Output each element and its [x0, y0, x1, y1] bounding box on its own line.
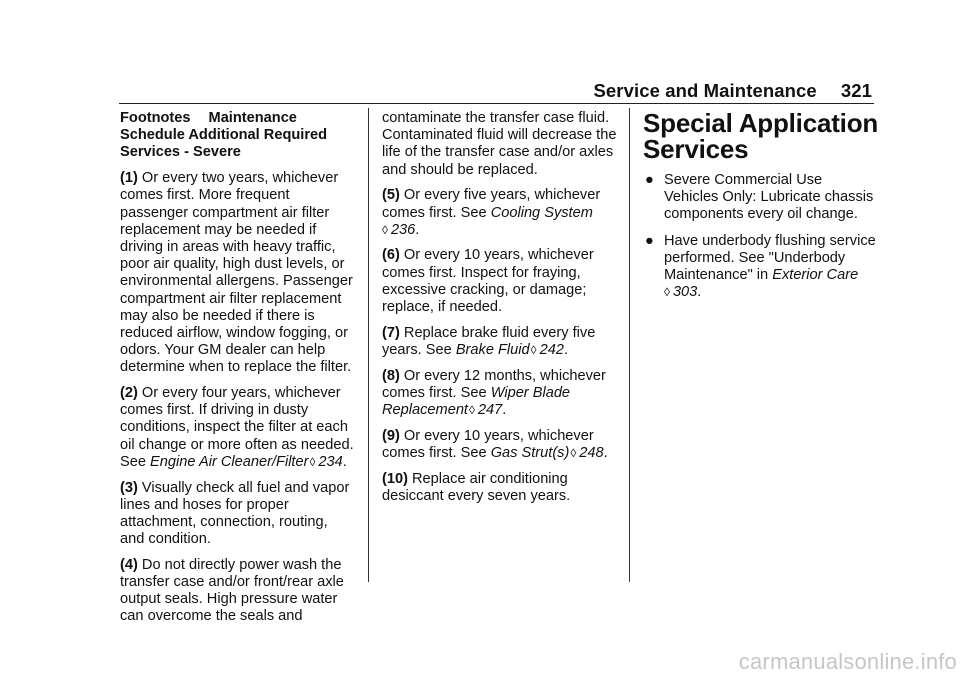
- footnote-5: [382, 187, 618, 239]
- page-reference-icon: ◊: [530, 342, 537, 357]
- punctuation: .: [603, 444, 608, 461]
- punctuation: .: [697, 284, 702, 301]
- list-item-text: Severe Commercial Use Vehicles Only: Lubricate chassis components every oil change.: [664, 172, 874, 223]
- page-reference-icon: ◊: [570, 445, 577, 460]
- bullet-icon: ●: [645, 232, 654, 249]
- cross-reference-link[interactable]: Brake Fluid: [455, 341, 530, 358]
- list-item: [643, 233, 879, 302]
- punctuation: .: [342, 453, 347, 470]
- footnote-text: Or every 12 months, whichever comes first. See: [382, 367, 606, 401]
- footnote-6: [382, 247, 618, 316]
- footnote-number: (1): [120, 170, 138, 187]
- footnote-text: Or every four years, whichever comes first. If driving in dusty conditions, inspect the filter at each oil change or more often as needed. See: [120, 385, 354, 470]
- footnote-number: (6): [382, 247, 400, 264]
- footnote-text: contaminate the transfer case fluid. Contaminated fluid will decrease the life of the transfer case and/or axles and should be replaced.: [382, 110, 617, 178]
- footnote-4-continued: [382, 110, 618, 179]
- footnote-text: Or every 10 years, whichever comes first. See: [382, 427, 594, 461]
- punctuation: .: [415, 221, 420, 238]
- footnote-1: [120, 170, 356, 376]
- footnote-7: [382, 325, 618, 359]
- list-item: [643, 172, 879, 224]
- footnote-8: [382, 368, 618, 420]
- footnote-number: (8): [382, 367, 400, 384]
- page-reference-icon: ◊: [382, 222, 388, 237]
- page-reference[interactable]: 247: [477, 402, 503, 419]
- footnote-number: (10): [382, 470, 408, 487]
- footnote-number: (5): [382, 187, 400, 204]
- watermark: carmanualsonline.info: [738, 649, 957, 674]
- section-heading: Special Application Services: [643, 108, 879, 164]
- footnote-text: Replace air conditioning desiccant every seven years.: [382, 470, 571, 504]
- page-header: [593, 80, 872, 102]
- footnote-text: Or every two years, whichever comes first. More frequent passenger compartment air filter replacement may be needed if driving in areas with heavy traffic, poor air quality, high dust levels, or environmental allergens. Passenger compartment air filter replacement may also be needed if there is reduced airflow, window fogging, or odors. Your GM dealer can help determine when to replace the filter.: [120, 170, 353, 376]
- footnote-text: Replace brake fluid every five years. See: [382, 324, 596, 358]
- list-item-text: Have underbody flushing service performed. See "Underbody Maintenance" in: [664, 232, 876, 284]
- page-reference-icon: ◊: [664, 285, 670, 300]
- page-number: 321: [840, 80, 872, 101]
- footnote-4: [120, 557, 356, 626]
- cross-reference-link[interactable]: Engine Air Cleaner/Filter: [150, 453, 309, 470]
- footnotes-table-name: Maintenance Schedule Additional Required Services - Severe: [120, 110, 328, 161]
- section-title: Service and Maintenance: [593, 80, 817, 101]
- punctuation: .: [563, 341, 568, 358]
- column-1: [120, 110, 356, 634]
- page-reference-icon: ◊: [469, 403, 475, 418]
- footnote-number: (2): [120, 385, 138, 402]
- footnote-number: (7): [382, 324, 400, 341]
- page-reference[interactable]: 248: [579, 444, 604, 461]
- footnote-text: Or every five years, whichever comes first. See: [382, 187, 601, 221]
- footnote-9: [382, 428, 618, 462]
- bullet-icon: ●: [645, 172, 654, 188]
- footnote-3: [120, 480, 356, 549]
- footnote-2: [120, 385, 356, 471]
- footnote-text: Visually check all fuel and vapor lines and hoses for proper attachment, connection, routing, and condition.: [120, 479, 350, 548]
- cross-reference-link[interactable]: Wiper Blade Replacement: [382, 384, 571, 419]
- cross-reference-link[interactable]: Cooling System: [490, 204, 593, 221]
- header-rule: [119, 103, 874, 104]
- page-reference[interactable]: 242: [539, 341, 564, 358]
- column-2: [382, 110, 618, 514]
- page-reference[interactable]: 303: [672, 284, 698, 301]
- footnote-text: Or every 10 years, whichever comes first. Inspect for fraying, excessive cracking, or damage; replace, if needed.: [382, 247, 594, 316]
- cross-reference-link[interactable]: Exterior Care: [772, 267, 859, 284]
- footnote-number: (3): [120, 479, 138, 496]
- cross-reference-link[interactable]: Gas Strut(s): [490, 444, 570, 461]
- footnotes-label: Footnotes: [120, 110, 191, 126]
- column-divider: [629, 108, 630, 582]
- footnote-number: (4): [120, 556, 138, 573]
- page-reference[interactable]: 234: [318, 453, 343, 470]
- footnote-number: (9): [382, 427, 400, 444]
- column-3: [643, 110, 879, 310]
- page-reference-icon: ◊: [309, 454, 316, 469]
- footnote-text: Do not directly power wash the transfer case and/or front/rear axle output seals. High pressure water can overcome the seals and: [120, 556, 344, 625]
- punctuation: .: [502, 402, 507, 419]
- page-reference[interactable]: 236: [390, 221, 416, 238]
- service-list: [643, 172, 879, 301]
- column-divider: [368, 108, 369, 582]
- footnotes-title: [120, 110, 356, 162]
- footnote-10: [382, 471, 618, 505]
